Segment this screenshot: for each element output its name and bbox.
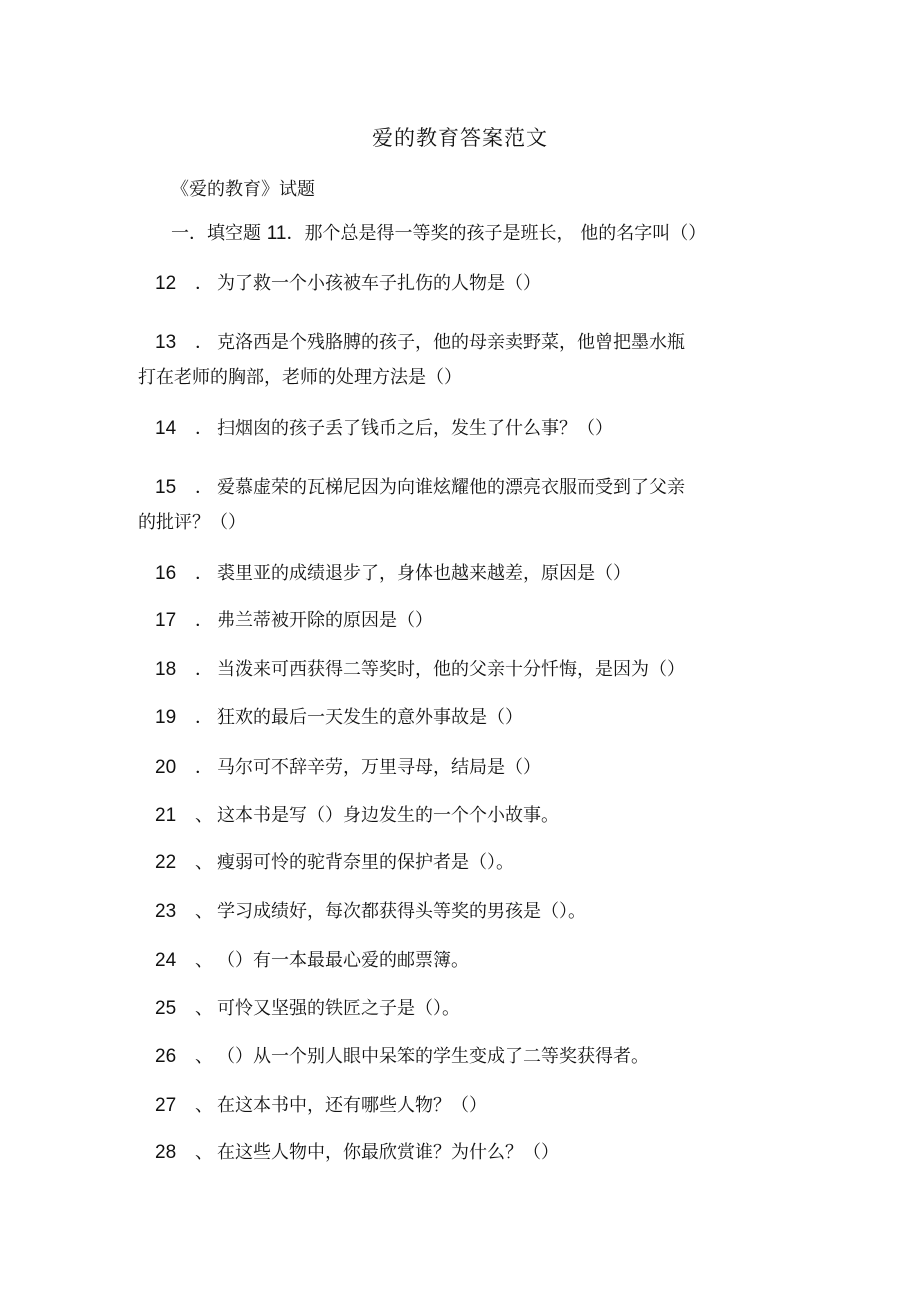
question-number: 25 — [155, 998, 177, 1019]
question-text: （）有一本最最心爱的邮票簿。 — [217, 950, 469, 971]
question-separator: ． — [195, 659, 213, 680]
section-label: 一．填空题 — [171, 223, 261, 244]
question-20-line — [155, 756, 541, 780]
question-separator: 、 — [195, 805, 213, 826]
question-text: （）从一个别人眼中呆笨的学生变成了二等奖获得者。 — [217, 1046, 649, 1067]
question-number: 24 — [155, 950, 177, 971]
question-number: 14 — [155, 418, 177, 439]
question-separator: ． — [195, 418, 213, 439]
question-separator: ． — [195, 563, 213, 584]
question-24-line — [155, 949, 469, 973]
question-number: 22 — [155, 852, 177, 873]
question-separator: ． — [195, 273, 213, 294]
question-number: 15 — [155, 477, 177, 498]
question-number: 18 — [155, 659, 177, 680]
question-18-line — [155, 658, 685, 682]
question-text: 学习成绩好，每次都获得头等奖的男孩是（）。 — [217, 901, 586, 922]
question-number: 23 — [155, 901, 177, 922]
question-17-line — [155, 609, 433, 633]
question-14-line — [155, 417, 613, 441]
question-text: 爱慕虚荣的瓦梯尼因为向谁炫耀他的漂亮衣服而受到了父亲 — [217, 477, 685, 498]
question-separator: ． — [195, 477, 213, 498]
question-separator: 、 — [195, 1095, 213, 1116]
question-number: 11 — [266, 223, 287, 244]
question-13-continuation: 打在老师的胸部，老师的处理方法是（） — [138, 367, 462, 388]
question-separator: 、 — [195, 950, 213, 971]
question-text: 为了救一个小孩被车子扎伤的人物是（） — [217, 273, 541, 294]
question-13-line — [155, 331, 685, 355]
question-text: 在这些人物中，你最欣赏谁？为什么？（） — [217, 1142, 559, 1163]
question-28-line — [155, 1141, 559, 1165]
question-text: 那个总是得一等奖的孩子是班长， 他的名字叫（） — [304, 223, 707, 244]
question-separator: 、 — [195, 1046, 213, 1067]
question-16-line — [155, 562, 631, 586]
question-separator: 、 — [195, 901, 213, 922]
question-separator: 、 — [195, 852, 213, 873]
question-26-line — [155, 1045, 649, 1069]
question-number: 28 — [155, 1142, 177, 1163]
question-separator: 、 — [195, 1142, 213, 1163]
question-number: 21 — [155, 805, 177, 826]
question-separator: ． — [195, 332, 213, 353]
question-separator: 、 — [195, 998, 213, 1019]
question-text: 狂欢的最后一天发生的意外事故是（） — [217, 707, 523, 728]
question-23-line — [155, 900, 586, 924]
question-22-line — [155, 851, 514, 875]
question-text: 瘦弱可怜的驼背奈里的保护者是（）。 — [217, 852, 514, 873]
question-number: 12 — [155, 273, 177, 294]
question-number: 26 — [155, 1046, 177, 1067]
question-separator: ． — [195, 610, 213, 631]
question-number: 27 — [155, 1095, 177, 1116]
page-title: 爱的教育答案范文 — [372, 126, 548, 150]
question-15-line — [155, 476, 685, 500]
question-text: 在这本书中，还有哪些人物？（） — [217, 1095, 487, 1116]
question-separator: ． — [195, 757, 213, 778]
question-text: 这本书是写（）身边发生的一个个小故事。 — [217, 805, 559, 826]
question-text: 弗兰蒂被开除的原因是（） — [217, 610, 433, 631]
question-19-line — [155, 706, 523, 730]
question-15-continuation: 的批评？（） — [138, 512, 246, 533]
question-number: 13 — [155, 332, 177, 353]
question-number: 17 — [155, 610, 177, 631]
exam-subtitle: 《爱的教育》试题 — [171, 179, 315, 200]
question-12-line — [155, 272, 541, 296]
question-text: 当泼来可西获得二等奖时，他的父亲十分忏悔，是因为（） — [217, 659, 685, 680]
question-number: 20 — [155, 757, 177, 778]
question-number: 16 — [155, 563, 177, 584]
question-separator: ． — [195, 707, 213, 728]
question-text: 克洛西是个残胳膊的孩子，他的母亲卖野菜，他曾把墨水瓶 — [217, 332, 685, 353]
question-27-line — [155, 1094, 487, 1118]
question-21-line — [155, 804, 559, 828]
question-text: 可怜又坚强的铁匠之子是（）。 — [217, 998, 460, 1019]
question-text: 裘里亚的成绩退步了，身体也越来越差，原因是（） — [217, 563, 631, 584]
question-text: 马尔可不辞辛劳，万里寻母，结局是（） — [217, 757, 541, 778]
question-25-line — [155, 997, 460, 1021]
question-number: 19 — [155, 707, 177, 728]
question-separator: ． — [286, 223, 305, 244]
question-11-line — [171, 222, 706, 246]
question-text: 扫烟囱的孩子丢了钱币之后，发生了什么事？（） — [217, 418, 613, 439]
